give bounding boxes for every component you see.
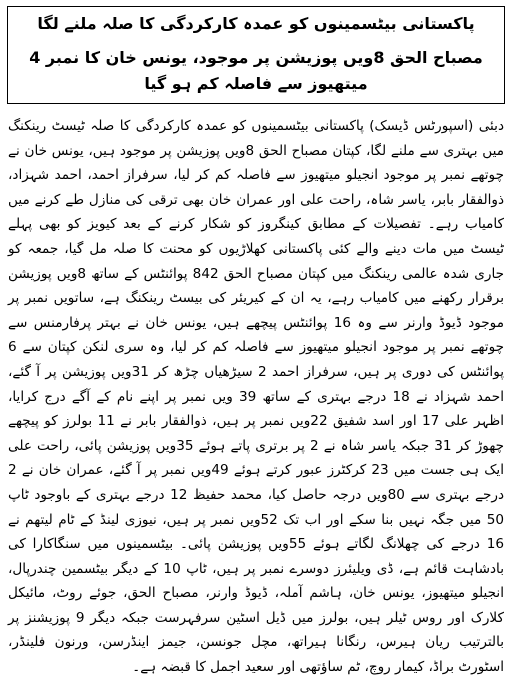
headline-main: پاکستانی بیٹسمینوں کو عمدہ کارکردگی کا صلہ ملنے لگا bbox=[37, 14, 475, 33]
article-paragraph: دبئی (اسپورٹس ڈیسک) پاکستانی بیٹسمینوں کو عمدہ کارکردگی کا صلہ ٹیسٹ رینکنگ میں بہتری سے ملنے لگا، کپتان مصباح الحق 8ویں پوزیشن پر موجود ہیں، یونس خان نے چوتھے نمبر پر موجود انجیلو میتھیوز سے فاصلہ کم کر لیا، سرفراز احمد، احمد شہزاد، ذوالفقار بابر، یاسر شاہ، راحت علی اور عمران خان بھی ترقی کی منازل طے کرنے میں کامیاب رہے۔ تفصیلات کے مطابق کینگروز کو شکار کرنے کے بعد کیویز کو بھی پہلے ٹیسٹ میں مات دینے والے کئی پاکستانی کھلاڑیوں کو محنت کا صلہ مل گیا، جمعہ کو جاری شدہ عالمی رینکنگ میں کپتان مصباح الحق 842 پوائنٹس کے ساتھ 8ویں پوزیشن برقرار رکھنے میں کامیاب رہے، یہ ان کے کیریئر کی بیسٹ رینکنگ ہے، ساتویں نمبر پر موجود ڈیوڈ وارنر سے وہ 16 پوائنٹس پیچھے ہیں، یونس خان نے بہتر پرفارمنس سے چوتھے نمبر پر موجود انجیلو میتھیوز سے فاصلہ کم کر لیا، وہ سری لنکن کپتان سے 6 پوائنٹس کی دوری پر ہیں، سرفراز احمد 2 سیڑھیاں چڑھ کر 31ویں پوزیشن پر آ گئے، احمد شہزاد نے 18 درجے بہتری کے ساتھ 39 ویں نمبر پر اپنے نام کے آگے درج کرایا، اظہر علی 17 اور اسد شفیق 22ویں نمبر پر ہیں، ذوالفقار بابر نے 11 بولرز کو پیچھے چھوڑ کر 31 جبکہ یاسر شاہ نے 2 پر برتری پاتے ہوئے 35ویں پوزیشن پائی، راحت علی ایک ہی جست میں 23 کرکٹرز عبور کرتے ہوئے 49ویں نمبر پر آ گئے، عمران خان نے 2 درجے بہتری سے 80ویں درجہ حاصل کیا، محمد حفیظ 12 درجے بہتری کے باوجود ٹاپ 50 میں جگہ نہیں بنا سکے اور اب تک 52ویں نمبر پر ہیں، نیوزی لینڈ کے ٹام لیتھم نے 16 درجے کی چھلانگ لگاتے ہوئے 55ویں پوزیشن پائی۔ بیٹسمینوں میں سنگاکارا کی بادشاہت قائم ہے، ڈی ویلیئرز دوسرے نمبر پر ہیں، ٹاپ 10 کے دیگر بیٹسمین چندرپال، انجیلو میتھیوز، یونس خان، ہاشم آملہ، ڈیوڈ وارنر، مصباح الحق، جوئے روٹ، مائیکل کلارک اور روس ٹیلر ہیں، بولرز میں ڈیل اسٹین سرفہرست جبکہ دیگر 9 پوزیشنز پر بالترتیب ریان ہیرس، رنگانا ہیراتھ، مچل جونسن، جیمز اینڈرسن، ورنون فلینڈر، اسٹورٹ براڈ، کیمار روچ، ٹم ساؤتھی اور سعید اجمل کا قبضہ ہے۔ bbox=[8, 118, 505, 676]
article-body bbox=[6, 114, 506, 680]
headline-box bbox=[7, 6, 505, 104]
headline-sub: مصباح الحق 8ویں پوزیشن پر موجود، یونس خان کا نمبر 4 میتھیوز سے فاصلہ کم ہو گیا bbox=[29, 48, 483, 93]
